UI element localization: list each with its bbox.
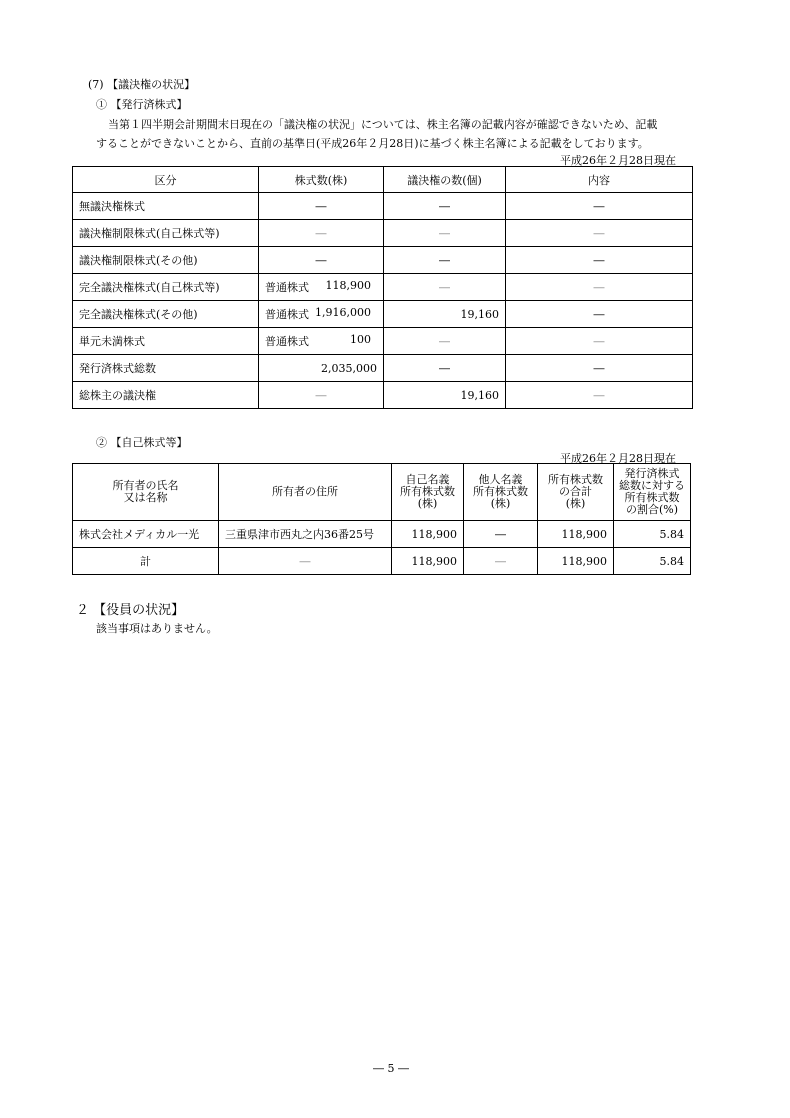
row-shares: ― bbox=[259, 382, 384, 409]
row-ratio: 5.84 bbox=[614, 548, 691, 575]
header-other-shares-line1: 他人名義 bbox=[478, 473, 523, 486]
row-votes: 19,160 bbox=[384, 382, 506, 409]
row-votes: ― bbox=[384, 247, 506, 274]
row-total-shares: 118,900 bbox=[538, 548, 614, 575]
header-ratio-line2: 総数に対する bbox=[619, 479, 685, 492]
header-owner-name bbox=[73, 464, 219, 521]
header-own-shares bbox=[392, 464, 464, 521]
row-label: 無議決権株式 bbox=[73, 193, 259, 220]
paragraph-line-1: 当第１四半期会計期間末日現在の「議決権の状況」については、株主名簿の記載内容が確認できないため、記載 bbox=[108, 118, 658, 131]
row-shares: 100 bbox=[350, 333, 371, 346]
row-own-shares: 118,900 bbox=[392, 521, 464, 548]
table1-date: 平成26年２月28日現在 bbox=[560, 154, 676, 167]
header-other-shares bbox=[464, 464, 538, 521]
row-shares-type: 普通株式 bbox=[265, 281, 309, 294]
row-votes: ― bbox=[384, 274, 506, 301]
row-shares: ― bbox=[259, 193, 384, 220]
page-number: ― 5 ― bbox=[373, 1062, 409, 1075]
row-label: 完全議決権株式(自己株式等) bbox=[73, 274, 259, 301]
header-owner-name-line1: 所有者の氏名 bbox=[112, 479, 179, 492]
header-owner-name-line2: 又は名称 bbox=[123, 491, 168, 504]
table-row bbox=[73, 301, 693, 328]
table-row bbox=[73, 247, 693, 274]
header-own-shares-line3: (株) bbox=[417, 497, 438, 510]
row-votes: ― bbox=[384, 193, 506, 220]
row-owner-address: 三重県津市西丸之内36番25号 bbox=[219, 521, 392, 548]
header-category: 区分 bbox=[73, 167, 259, 193]
row-votes: ― bbox=[384, 220, 506, 247]
table2-header-row bbox=[73, 464, 691, 521]
table-row bbox=[73, 548, 691, 575]
row-content: ― bbox=[506, 193, 693, 220]
row-content: ― bbox=[506, 382, 693, 409]
header-ratio-line4: の割合(%) bbox=[625, 503, 679, 516]
header-ratio-line1: 発行済株式 bbox=[624, 467, 680, 480]
row-shares-cell bbox=[259, 301, 384, 328]
paragraph-line-2: することができないことから、直前の基準日(平成26年２月28日)に基づく株主名簿による記載をしております。 bbox=[96, 137, 649, 150]
row-shares: 1,916,000 bbox=[315, 306, 371, 319]
header-other-shares-line3: (株) bbox=[490, 497, 511, 510]
row-content: ― bbox=[506, 220, 693, 247]
table-row bbox=[73, 193, 693, 220]
row-shares-cell bbox=[259, 274, 384, 301]
header-total-shares-line3: (株) bbox=[565, 497, 586, 510]
header-content: 内容 bbox=[506, 167, 693, 193]
row-votes: ― bbox=[384, 355, 506, 382]
section-2-heading: ２ 【役員の状況】 bbox=[76, 603, 185, 618]
row-label: 完全議決権株式(その他) bbox=[73, 301, 259, 328]
subsection-treasury-shares-heading: ② 【自己株式等】 bbox=[96, 436, 188, 449]
header-ratio bbox=[614, 464, 691, 521]
header-votes: 議決権の数(個) bbox=[384, 167, 506, 193]
subsection-issued-shares-heading: ① 【発行済株式】 bbox=[96, 98, 188, 111]
header-total-shares bbox=[538, 464, 614, 521]
row-content: ― bbox=[506, 355, 693, 382]
table-row bbox=[73, 355, 693, 382]
row-total-shares: 118,900 bbox=[538, 521, 614, 548]
treasury-shares-table bbox=[72, 463, 691, 575]
row-owner-address: ― bbox=[219, 548, 392, 575]
row-shares: 118,900 bbox=[325, 279, 371, 292]
row-content: ― bbox=[506, 328, 693, 355]
row-ratio: 5.84 bbox=[614, 521, 691, 548]
header-own-shares-line1: 自己名義 bbox=[405, 473, 450, 486]
table-row bbox=[73, 274, 693, 301]
row-own-shares: 118,900 bbox=[392, 548, 464, 575]
row-other-shares: ― bbox=[464, 521, 538, 548]
section-2-text: 該当事項はありません。 bbox=[96, 622, 218, 635]
row-label: 議決権制限株式(その他) bbox=[73, 247, 259, 274]
row-content: ― bbox=[506, 301, 693, 328]
table-row bbox=[73, 328, 693, 355]
row-owner-name: 計 bbox=[73, 548, 219, 575]
row-shares-type: 普通株式 bbox=[265, 308, 309, 321]
row-shares-cell bbox=[259, 328, 384, 355]
row-label: 単元未満株式 bbox=[73, 328, 259, 355]
row-label: 総株主の議決権 bbox=[73, 382, 259, 409]
table-row bbox=[73, 382, 693, 409]
row-shares: ― bbox=[259, 220, 384, 247]
row-other-shares: ― bbox=[464, 548, 538, 575]
table2-date: 平成26年２月28日現在 bbox=[560, 452, 676, 465]
header-other-shares-line2: 所有株式数 bbox=[473, 485, 528, 498]
row-label: 議決権制限株式(自己株式等) bbox=[73, 220, 259, 247]
header-own-shares-line2: 所有株式数 bbox=[400, 485, 455, 498]
table-row bbox=[73, 220, 693, 247]
header-total-shares-line2: の合計 bbox=[559, 485, 592, 498]
row-content: ― bbox=[506, 274, 693, 301]
row-content: ― bbox=[506, 247, 693, 274]
header-ratio-line3: 所有株式数 bbox=[624, 491, 680, 504]
row-owner-name: 株式会社メディカル一光 bbox=[73, 521, 219, 548]
row-shares-type: 普通株式 bbox=[265, 335, 309, 348]
section-7-heading: (7) 【議決権の状況】 bbox=[88, 78, 196, 91]
header-total-shares-line1: 所有株式数 bbox=[548, 473, 603, 486]
header-shares: 株式数(株) bbox=[259, 167, 384, 193]
table-row bbox=[73, 521, 691, 548]
voting-rights-table bbox=[72, 166, 693, 409]
row-shares: ― bbox=[259, 247, 384, 274]
row-votes: ― bbox=[384, 328, 506, 355]
table1-header-row bbox=[73, 167, 693, 193]
row-votes: 19,160 bbox=[384, 301, 506, 328]
header-owner-address: 所有者の住所 bbox=[219, 464, 392, 521]
row-shares: 2,035,000 bbox=[259, 355, 384, 382]
row-label: 発行済株式総数 bbox=[73, 355, 259, 382]
